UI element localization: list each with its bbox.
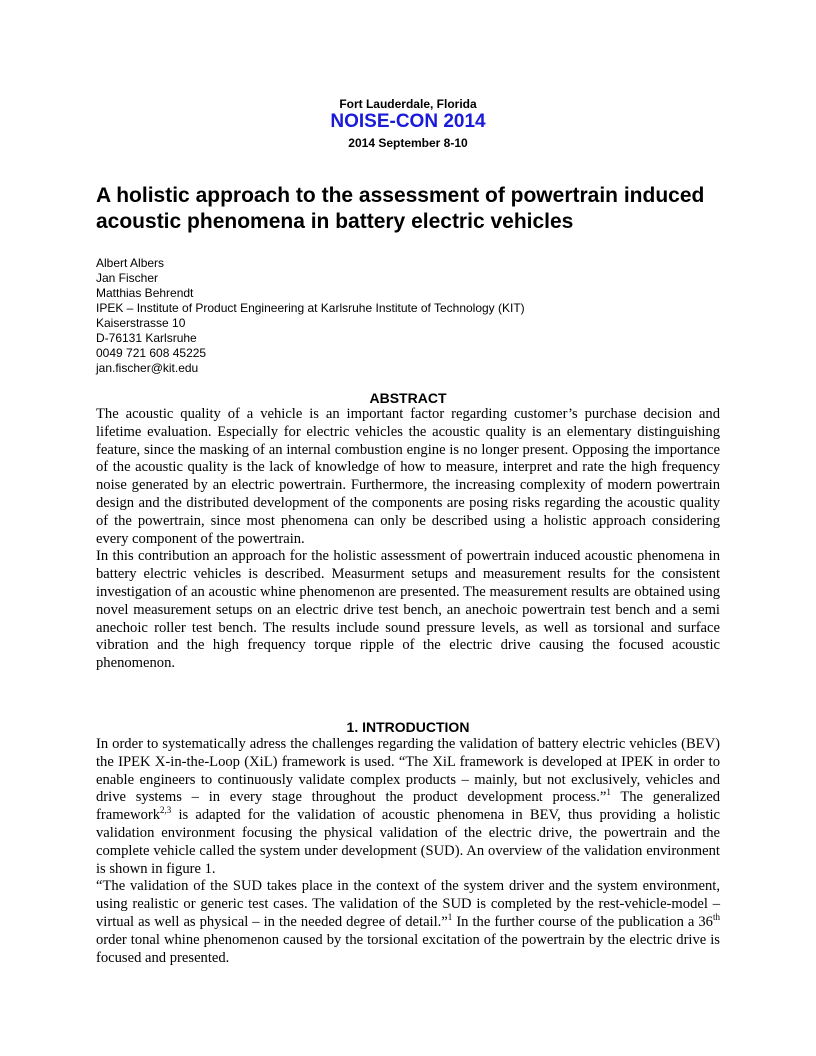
intro-text: In order to systematically adress the challenges regarding the validation of battery electric vehicles (BEV) the IPEK X-in-the-Loop (XiL) framework is used. “The XiL framework is developed at IPEK in order to enable engineers to continuously validate complex products – mainly, but not exclusively, vehicles and drive systems – in every stage throughout the product development process.” (96, 736, 720, 806)
email-line: jan.fischer@kit.edu (96, 361, 199, 375)
author-line: Jan Fischer (96, 271, 159, 285)
ordinal-suffix: th (712, 912, 720, 923)
conference-location: Fort Lauderdale, Florida (339, 97, 477, 111)
citation-ref: 1 (447, 912, 453, 923)
conference-date: 2014 September 8-10 (348, 136, 468, 150)
intro-paragraph (96, 736, 720, 878)
intro-text: is adapted for the validation of acoustic phenomena in BEV, thus providing a holistic validation environment focusing the physical validation of the electric drive, the powertrain and the complete vehicle called the system under development (SUD). An overview of the validation environment is shown in figure 1. (96, 807, 720, 877)
affiliation-line: IPEK – Institute of Product Engineering at Karlsruhe Institute of Technology (KIT) (96, 301, 525, 315)
abstract-paragraph: In this contribution an approach for the holistic assessment of powertrain induced acoustic phenomena in battery electric vehicles is described. Measurment setups and measurement results for the consistent investigation of an acoustic whine phenomenon are presented. The measurement results are obtained using novel measurement setups on an electric drive test bench, an anechoic powertrain test bench and a semi anechoic roller test bench. The results include sound pressure levels, as well as torsional and surface vibration and the high frequency torque ripple of the electric drive causing the focused acoustic phenomenon. (96, 548, 720, 672)
paper-title: A holistic approach to the assessment of powertrain induced acoustic phenomena in battery electric vehicles (96, 184, 705, 233)
author-block (96, 256, 720, 376)
intro-paragraph (96, 878, 720, 967)
abstract-body (96, 406, 720, 673)
introduction-body (96, 736, 720, 967)
abstract-paragraph: The acoustic quality of a vehicle is an important factor regarding customer’s purchase decision and lifetime evaluation. Especially for electric vehicles the acoustic quality is an elementary distinguishing feature, since the masking of an internal combustion engine is no longer present. Opposing the importance of the acoustic quality is the lack of knowledge of how to measure, interpret and rate the high frequency noise generated by an electric powertrain. Furthermore, the increasing complexity of modern powertrain design and the distributed development of the components are posing risks regarding the acoustic quality of the powertrain, since most phenomena can only be described using a holistic approach considering every component of the powertrain. (96, 406, 720, 547)
intro-text: “The validation of the SUD takes place in the context of the system driver and the system environment, using realistic or generic test cases. The validation of the SUD is completed by the rest-vehicle-model – virtual as well as physical – in the needed degree of detail.” (96, 878, 720, 930)
address-line: D-76131 Karlsruhe (96, 331, 197, 345)
intro-text: In the further course of the publication a 36 (452, 913, 713, 930)
phone-line: 0049 721 608 45225 (96, 346, 207, 360)
address-line: Kaiserstrasse 10 (96, 316, 186, 330)
citation-ref: 2,3 (160, 805, 172, 816)
author-line: Albert Albers (96, 256, 165, 270)
introduction-heading: 1. INTRODUCTION (346, 719, 470, 735)
intro-text: order tonal whine phenomenon caused by the torsional excitation of the powertrain by the electric drive is focused and presented. (96, 931, 720, 966)
conference-name: NOISE-CON 2014 (330, 111, 486, 132)
citation-ref: 1 (606, 787, 611, 798)
abstract-heading: ABSTRACT (369, 390, 447, 406)
intro-text: The generalized framework (96, 789, 720, 824)
author-line: Matthias Behrendt (96, 286, 194, 300)
